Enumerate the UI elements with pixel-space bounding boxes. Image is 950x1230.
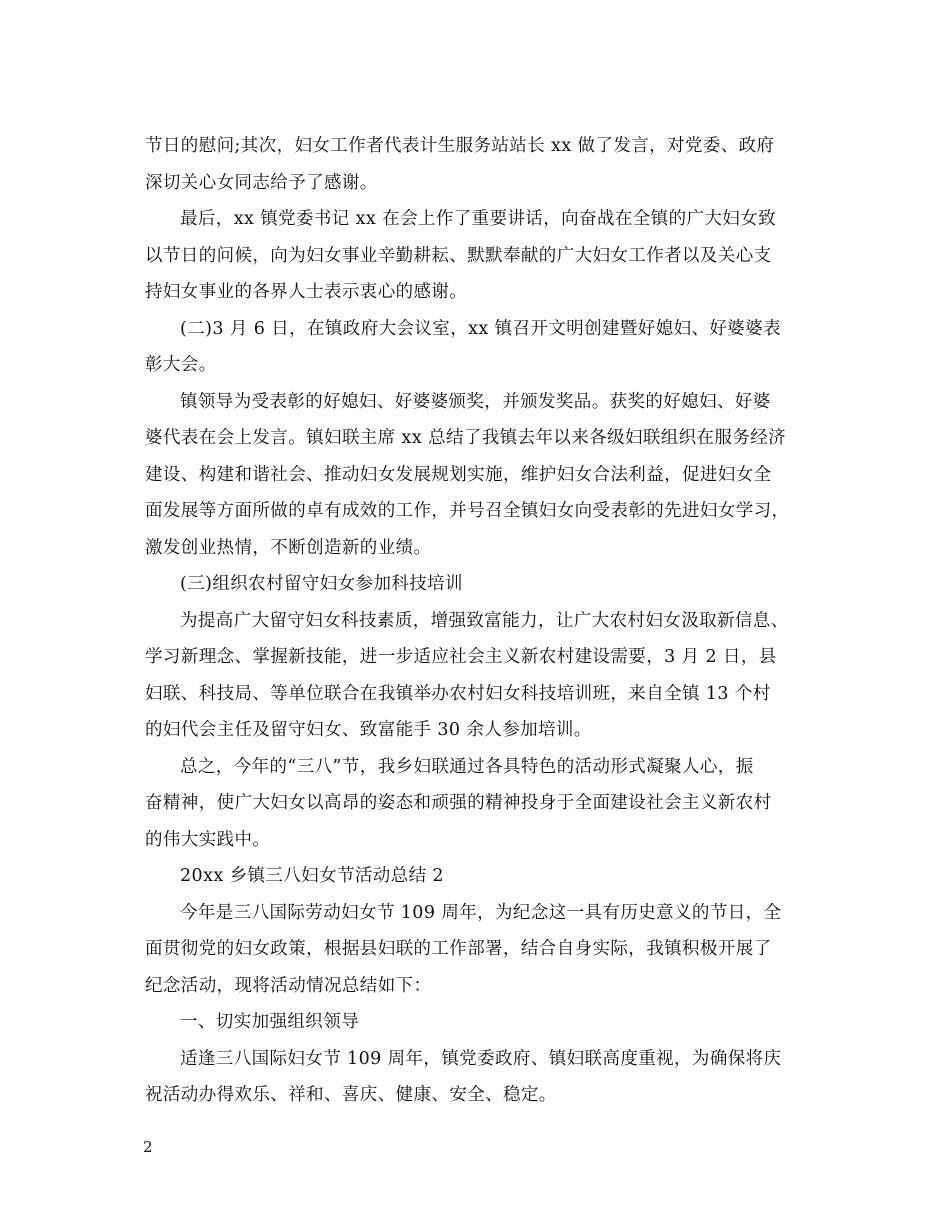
text-line: 适逢三八国际妇女节 109 周年，镇党委政府、镇妇联高度重视，为确保将庆	[180, 1048, 782, 1069]
text-line: 彰大会。	[145, 355, 217, 375]
text-line: 节日的慰问;其次，妇女工作者代表计生服务站站长 xx 做了发言，对党委、政府	[145, 136, 775, 156]
text-line: 镇领导为受表彰的好媳妇、好婆婆颁奖，并颁发奖品。获奖的好媳妇、好婆	[180, 391, 771, 412]
text-line: 今年是三八国际劳动妇女节 109 周年，为纪念这一具有历史意义的节日，全	[180, 902, 782, 923]
text-line: 婆代表在会上发言。镇妇联主席 xx 总结了我镇去年以来各级妇联组织在服务经济	[145, 428, 787, 448]
text-line: 妇联、科技局、等单位联合在我镇举办农村妇女科技培训班，来自全镇 13 个村	[145, 683, 771, 704]
text-line: 深切关心女同志给予了感谢。	[145, 172, 378, 193]
text-line: 以节日的问候，向为妇女事业辛勤耕耘、默默奉献的广大妇女工作者以及关心支	[145, 245, 772, 266]
text-line: 的妇代会主任及留守妇女、致富能手 30 余人参加培训。	[145, 720, 592, 740]
text-line: 学习新理念、掌握新技能，进一步适应社会主义新农村建设需要，3 月 2 日，县	[145, 647, 777, 667]
text-line: 面贯彻党的妇女政策，根据县妇联的工作部署，结合自身实际，我镇积极开展了	[145, 939, 772, 959]
text-line: 纪念活动，现将活动情况总结如下：	[145, 975, 432, 996]
text-line: (二)3 月 6 日，在镇政府大会议室，xx 镇召开文明创建暨好媳妇、好婆婆表	[180, 318, 782, 339]
text-line: 为提高广大留守妇女科技素质，增强致富能力，让广大农村妇女汲取新信息、	[180, 610, 789, 631]
text-line: 一、切实加强组织领导	[180, 1012, 359, 1032]
document-body	[145, 128, 815, 1114]
text-line: 祝活动办得欢乐、祥和、喜庆、健康、安全、稳定。	[145, 1085, 557, 1105]
text-line: 总之，今年的“三八”节，我乡妇联通过各具特色的活动形式凝聚人心，振	[180, 756, 754, 777]
text-line: (三)组织农村留守妇女参加科技培训	[180, 574, 463, 594]
text-line: 持妇女事业的各界人士表示衷心的感谢。	[145, 282, 468, 302]
text-line: 的伟大实践中。	[145, 829, 271, 850]
text-line: 面发展等方面所做的卓有成效的工作，并号召全镇妇女向受表彰的先进妇女学习，	[145, 501, 790, 521]
text-line: 激发创业热情，不断创造新的业绩。	[145, 537, 432, 558]
text-line: 奋精神，使广大妇女以高昂的姿态和顽强的精神投身于全面建设社会主义新农村	[145, 793, 772, 813]
text-line: 建设、构建和谐社会、推动妇女发展规划实施，维护妇女合法利益，促进妇女全	[145, 464, 772, 485]
page-number: 2	[143, 1138, 153, 1156]
text-line: 20xx 乡镇三八妇女节活动总结 2	[180, 866, 444, 886]
text-line: 最后，xx 镇党委书记 xx 在会上作了重要讲话，向奋战在全镇的广大妇女致	[180, 209, 776, 229]
